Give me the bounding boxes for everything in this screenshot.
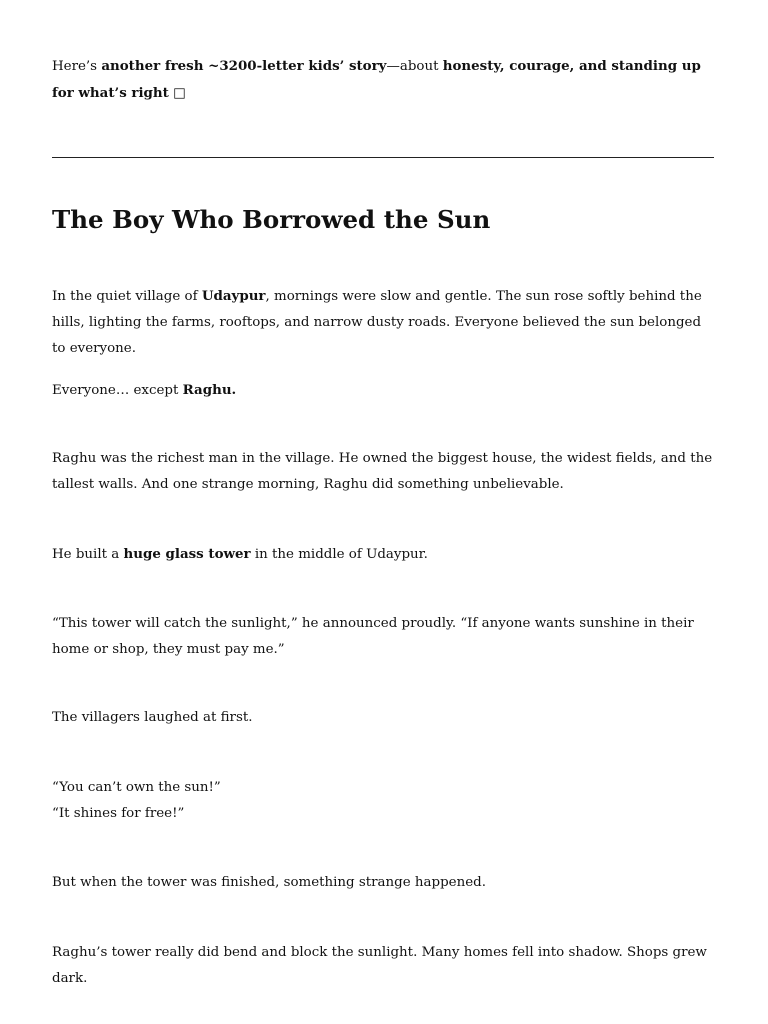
story-paragraph-4: [52, 541, 714, 568]
p7-line-1: “You can’t own the sun!”: [52, 780, 221, 795]
p4-bold-tower: huge glass tower: [123, 546, 251, 562]
story-paragraph-5: “This tower will catch the sunlight,” he announced proudly. “If anyone wants sunshine in their home or shop, they must pay me.”: [52, 616, 694, 657]
story-paragraph-9: Raghu’s tower really did bend and block the sunlight. Many homes fell into shadow. Shops grew dark.: [52, 945, 707, 986]
p1-bold-village: Udaypur: [201, 288, 266, 304]
p7-line-2: “It shines for free!”: [52, 806, 185, 821]
story-paragraph-1: [52, 283, 714, 362]
p2-bold-name: Raghu.: [182, 382, 237, 398]
intro-bold-1: another fresh ~3200-letter kids’ story: [101, 58, 387, 74]
p2-text-1: Everyone… except: [52, 383, 183, 398]
intro-text-2: —about: [386, 59, 443, 74]
intro-paragraph: [52, 53, 714, 107]
intro-bold-2: honesty, courage, and standing up for what’s right: [52, 58, 701, 101]
p1-text-1: In the quiet village of: [52, 289, 202, 304]
story-paragraph-6: The villagers laughed at first.: [52, 710, 253, 725]
story-paragraph-3: Raghu was the richest man in the village. He owned the biggest house, the widest fields, and the tallest walls. And one strange morning, Raghu did something unbelievable.: [52, 451, 713, 492]
p1-text-2: , mornings were slow and gentle. The sun rose softly behind the hills, lighting the farms, rooftops, and narrow dusty roads. Everyone believed the sun belonged to everyone.: [52, 289, 702, 356]
story-paragraph-2: [52, 377, 714, 404]
missing-glyph-icon: □: [173, 86, 186, 101]
story-title: The Boy Who Borrowed the Sun: [52, 205, 491, 234]
horizontal-rule: [52, 157, 714, 158]
p4-text-1: He built a: [52, 547, 124, 562]
intro-text-1: Here’s: [52, 59, 102, 74]
story-paragraph-7: [52, 775, 714, 827]
p4-text-2: in the middle of Udaypur.: [250, 547, 428, 562]
story-paragraph-8: But when the tower was finished, something strange happened.: [52, 875, 486, 890]
